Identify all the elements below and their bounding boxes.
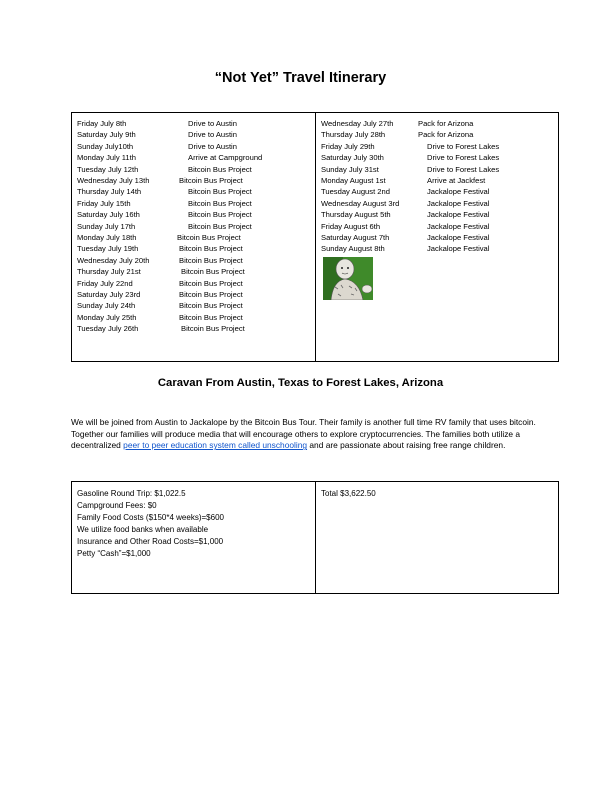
itinerary-date: Thursday July 28th [321,130,386,140]
itinerary-activity: Arrive at Jackfest [427,176,486,185]
itinerary-activity: Bitcoin Bus Project [181,324,245,334]
itinerary-activity: Bitcoin Bus Project [177,233,241,242]
itinerary-date: Saturday July 23rd [77,290,141,299]
itinerary-activity: Bitcoin Bus Project [179,301,243,311]
itinerary-date: Sunday August 8th [321,244,385,254]
itinerary-activity: Bitcoin Bus Project [179,176,243,185]
itinerary-activity: Drive to Forest Lakes [427,141,500,151]
paragraph-text-end: and are passionate about raising free range children. [307,440,506,451]
itinerary-activity: Drive to Forest Lakes [427,153,500,163]
itinerary-date: Sunday July10th [77,141,134,151]
itinerary-date: Friday July 8th [77,119,127,128]
itinerary-date: Friday July 22nd [77,278,133,288]
itinerary-date: Saturday August 7th [321,233,390,242]
itinerary-date: Monday August 1st [321,176,386,185]
itinerary-date: Thursday July 21st [77,267,141,277]
cost-item: Campground Fees: $0 [77,501,157,510]
itinerary-activity: Jackalope Festival [427,198,490,208]
cost-item: Family Food Costs ($150*4 weeks)=$600 [77,513,224,522]
itinerary-date: Sunday July 24th [77,301,136,311]
itinerary-date: Friday July 15th [77,198,131,208]
itinerary-date: Tuesday July 19th [77,244,139,254]
itinerary-date: Tuesday July 12th [77,164,139,174]
itinerary-date: Wednesday August 3rd [321,198,400,208]
itinerary-activity: Pack for Arizona [418,130,474,140]
itinerary-activity: Pack for Arizona [418,119,474,128]
itinerary-activity: Drive to Forest Lakes [427,164,500,174]
paragraph-text: We will be joined from Austin to Jackalope by the Bitcoin Bus Tour. Their family is another full time RV family that uses bitcoin. Together our families will produce media that will encourage others to explore cryptocurrencies. The families both utilize a decentralized [71,417,536,451]
itinerary-activity: Jackalope Festival [427,187,490,197]
itinerary-activity: Bitcoin Bus Project [179,278,243,288]
itinerary-date: Friday July 29th [321,141,375,151]
itinerary-activity: Bitcoin Bus Project [181,267,245,277]
itinerary-date: Sunday July 31st [321,164,379,174]
itinerary-date: Wednesday July 27th [321,119,394,128]
itinerary-date: Wednesday July 13th [77,176,150,185]
itinerary-activity: Bitcoin Bus Project [188,210,252,220]
itinerary-activity: Jackalope Festival [427,221,490,231]
itinerary-date: Wednesday July 20th [77,255,150,265]
itinerary-activity: Bitcoin Bus Project [188,187,252,197]
itinerary-date: Tuesday July 26th [77,324,139,334]
itinerary-activity: Jackalope Festival [427,210,490,220]
itinerary-activity: Bitcoin Bus Project [179,255,243,265]
itinerary-activity: Bitcoin Bus Project [179,312,243,322]
itinerary-activity: Bitcoin Bus Project [188,221,252,231]
itinerary-activity: Drive to Austin [188,119,237,128]
itinerary-date: Friday August 6th [321,221,381,231]
cost-table [71,481,559,594]
itinerary-date: Saturday July 9th [77,130,136,140]
cost-item: Insurance and Other Road Costs=$1,000 [77,537,224,546]
page-title: “Not Yet” Travel Itinerary [214,70,387,86]
itinerary-date: Monday July 11th [77,153,136,163]
itinerary-date: Monday July 25th [77,312,137,322]
description-paragraph [71,417,541,452]
itinerary-date: Saturday July 30th [321,153,384,163]
itinerary-date: Thursday July 14th [77,187,142,197]
itinerary-activity: Drive to Austin [188,130,237,140]
cost-items [77,488,224,560]
itinerary-date: Tuesday August 2nd [321,187,390,197]
itinerary-activity: Bitcoin Bus Project [188,164,252,174]
unschooling-link[interactable]: peer to peer education system called unschooling [123,440,308,451]
section-subtitle: Caravan From Austin, Texas to Forest Lakes, Arizona [157,377,444,389]
itinerary-date: Monday July 18th [77,233,137,242]
itinerary-activity: Bitcoin Bus Project [179,290,243,299]
itinerary-activity: Drive to Austin [188,141,237,151]
itinerary-date: Sunday July 17th [77,221,136,231]
itinerary-date: Saturday July 16th [77,210,140,220]
cost-item: Petty “Cash”=$1,000 [77,549,151,558]
itinerary-table [71,112,559,362]
itinerary-activity: Bitcoin Bus Project [179,244,243,254]
itinerary-activity: Bitcoin Bus Project [188,198,252,208]
table-divider [315,113,316,361]
itinerary-activity: Jackalope Festival [427,244,490,254]
itinerary-date: Thursday August 5th [321,210,391,220]
cost-total: Total $3,622.50 [321,489,376,498]
cost-item: We utilize food banks when available [77,525,209,534]
table-divider [315,482,316,593]
cost-item: Gasoline Round Trip: $1,022.5 [77,489,186,498]
itinerary-activity: Jackalope Festival [427,233,490,242]
itinerary-activity: Arrive at Campground [188,153,263,163]
baby-photo [323,257,386,300]
